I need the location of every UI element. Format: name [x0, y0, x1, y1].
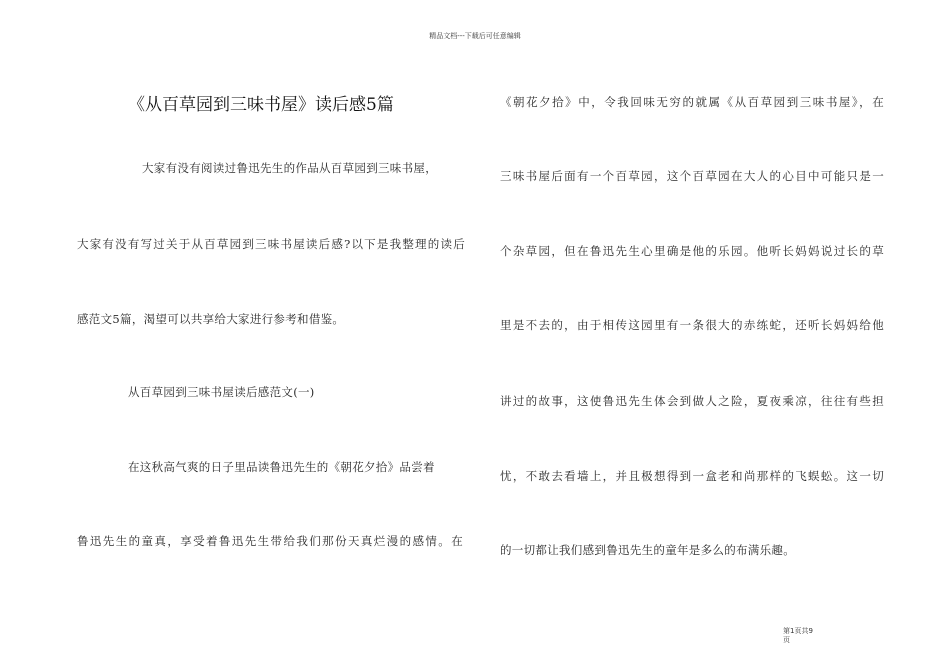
header-note: 精品文档---下载后可任意编辑	[429, 32, 521, 40]
body-line: 大家有没有写过关于从百草园到三味书屋读后感?以下是我整理的读后	[77, 237, 465, 251]
body-line: 在这秋高气爽的日子里品读鲁迅先生的《朝花夕拾》品尝着	[128, 460, 435, 474]
document-title: 《从百草园到三味书屋》读后感5篇	[128, 95, 394, 115]
section-heading: 从百草园到三味书屋读后感范文(一)	[128, 385, 315, 399]
body-line: 大家有没有阅读过鲁迅先生的作品从百草园到三味书屋，	[142, 161, 437, 175]
body-line: 鲁迅先生的童真，享受着鲁迅先生带给我们那份天真烂漫的感情。在	[77, 534, 463, 548]
body-line: 忧，不敢去看墙上，并且极想得到一盒老和尚那样的飞蜈蚣。这一切	[500, 469, 884, 483]
body-line: 的一切都让我们感到鲁迅先生的童年是多么的布满乐趣。	[500, 543, 795, 557]
body-line: 三味书屋后面有一个百草园，这个百草园在大人的心目中可能只是一	[500, 169, 884, 183]
body-line: 个杂草园，但在鲁迅先生心里确是他的乐园。他听长妈妈说过长的草	[500, 244, 884, 258]
page-number: 第1页共9页	[783, 627, 813, 644]
body-line: 讲过的故事，这使鲁迅先生体会到做人之险，夏夜乘凉，往往有些担	[500, 394, 884, 408]
body-line: 《朝花夕拾》中，令我回味无穷的就属《从百草园到三味书屋》，在	[500, 95, 884, 109]
body-line: 感范文5篇，渴望可以共享给大家进行参考和借鉴。	[77, 312, 345, 326]
body-line: 里是不去的，由于相传这园里有一条很大的赤练蛇，还听长妈妈给他	[500, 318, 884, 332]
